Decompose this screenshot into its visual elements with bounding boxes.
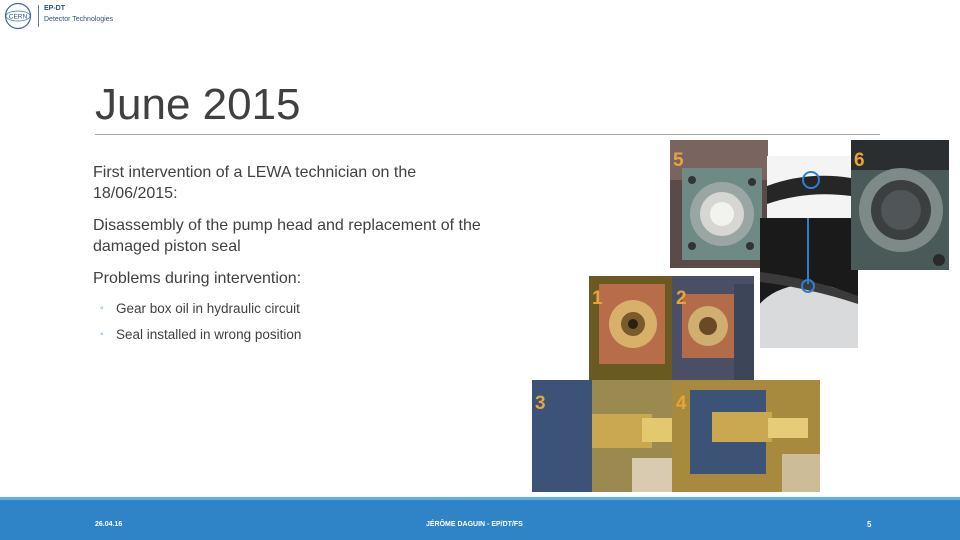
logo-divider	[38, 5, 39, 27]
bullet-marker-icon: ◦	[100, 303, 104, 314]
slide-body	[93, 162, 483, 352]
footer-author: JÉRÔME DAGUIN - EP/DT/FS	[426, 521, 523, 528]
footer-bar	[0, 497, 960, 540]
body-para-2: Disassembly of the pump head and replacement of the damaged piston seal	[93, 217, 481, 255]
title-rule	[95, 134, 880, 135]
body-para-1: First intervention of a LEWA technician on the 18/06/2015:	[93, 164, 417, 202]
footer-date: 26.04.16	[95, 521, 123, 528]
svg-text:CERN: CERN	[8, 13, 28, 21]
photo-seal-closeup-top	[767, 156, 851, 218]
photo-6-bore-seal	[851, 140, 949, 270]
cern-logo	[4, 2, 124, 32]
photo-5-pump-flange	[670, 140, 768, 268]
bullet-text: Seal installed in wrong position	[116, 327, 302, 342]
bullet-text: Gear box oil in hydraulic circuit	[116, 301, 300, 316]
photo-label-4: 4	[676, 393, 687, 414]
bullet-marker-icon: ◦	[100, 329, 104, 340]
bullet-item	[100, 326, 483, 344]
body-para-3: Problems during intervention:	[93, 270, 302, 287]
photo-3-piston-shaft	[532, 380, 672, 492]
photo-label-2: 2	[676, 288, 687, 309]
photo-label-6: 6	[854, 150, 865, 171]
slide-number: 5	[867, 520, 872, 529]
photo-label-5: 5	[673, 150, 684, 171]
footer-accent-line	[0, 497, 960, 500]
photo-label-1: 1	[592, 288, 603, 309]
photo-label-3: 3	[535, 393, 546, 414]
photo-seal-closeup-bottom	[760, 218, 858, 348]
slide-title: June 2015	[95, 80, 301, 129]
cern-circle-icon	[4, 2, 32, 30]
photo-4-piston-shaft	[672, 380, 820, 492]
bullet-item	[100, 300, 483, 318]
logo-line1: EP-DT	[44, 5, 65, 12]
logo-line2: Detector Technologies	[44, 16, 114, 23]
